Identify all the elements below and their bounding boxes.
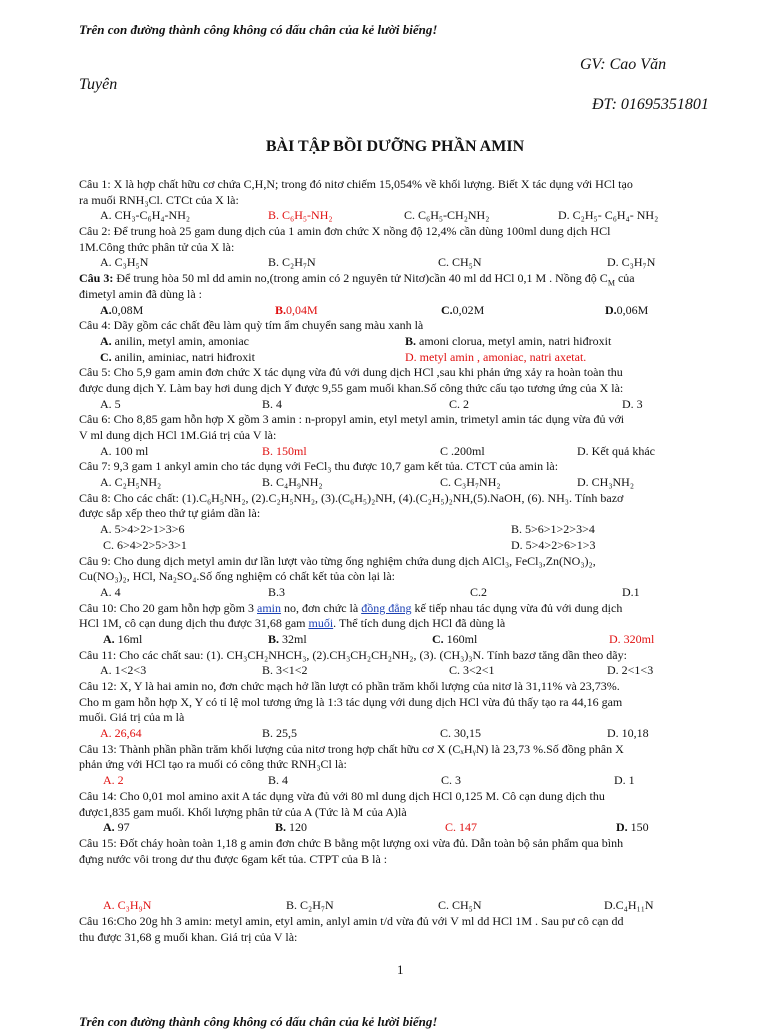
dong-dang-link[interactable]: đồng đẳng [361, 600, 412, 615]
q12-text-cont: Cho m gam hỗn hợp X, Y có tỉ lệ mol tương ứng là 1:3 tác dụng với dung dịch HCl vừa đủ thấy tạo ra 44,16 gam [79, 694, 623, 709]
q1-options [79, 208, 724, 224]
q5-option-b: B. 4 [262, 396, 283, 411]
q11-option-c: C. 3<2<1 [449, 663, 495, 678]
page-number: 1 [397, 962, 404, 977]
q4-option-d: D. metyl amin , amoniac, natri axetat. [405, 349, 587, 364]
q1-option-b: B. C₆H₅-NH₂ [268, 208, 333, 223]
q1-option-d: D. C₂H₅- C₆H₄- NH₂ [558, 208, 659, 223]
q12-options [79, 726, 724, 742]
next-page-motto: Trên con đường thành công không có dấu chân của kẻ lười biếng! [79, 1014, 438, 1029]
q6-option-d: D. Kết quả khác [577, 443, 655, 458]
teacher-phone: ĐT: 01695351801 [592, 96, 709, 113]
q1-option-c: C. C₆H₅-CH₂NH₂ [404, 208, 490, 223]
q10-options [79, 632, 724, 648]
q6-text: Câu 6: Cho 8,85 gam hỗn hợp X gồm 3 amin : n-propyl amin, etyl metyl amin, trimetyl amin tác dụng vừa đủ với [79, 412, 625, 427]
q5-option-c: C. 2 [449, 396, 470, 411]
q8-option-a: A. 5>4>2>1>3>6 [100, 522, 185, 537]
q3-option-a: A.0,08M [100, 302, 144, 317]
muoi-link[interactable]: muối [308, 616, 334, 631]
q14-option-d: D. 150 [616, 820, 649, 835]
q7-option-d: D. CH₃NH₂ [577, 475, 635, 490]
q13-option-c: C. 3 [441, 773, 462, 788]
page-title: BÀI TẬP BỒI DƯỠNG PHẦN AMIN [265, 138, 525, 155]
q9-option-d: D.1 [622, 584, 640, 599]
q12-option-c: C. 30,15 [440, 726, 482, 741]
q13-option-d: D. 1 [614, 773, 635, 788]
amin-link[interactable]: amin [257, 600, 282, 615]
q11-option-a: A. 1<2<3 [100, 663, 147, 678]
teacher-name: GV: Cao Văn [580, 56, 667, 73]
motto-header: Trên con đường thành công không có dấu chân của kẻ lười biếng! [79, 22, 438, 37]
q4-options-ab [79, 334, 724, 350]
q8-option-b: B. 5>6>1>2>3>4 [511, 522, 595, 537]
q5-options [79, 397, 724, 413]
q3-text: Câu 3: Để trung hòa 50 ml dd amin no,(trong amin có 2 nguyên tử Nitơ)cần 40 ml dd HCl 0,1 M . Nồng độ $C_M$ của [79, 271, 635, 288]
q16-text: Câu 16:Cho 20g hh 3 amin: metyl amin, etyl amin, anlyl amin t/d vừa đủ với V ml dd HCl 1M . Sau pư cô cạn dd [79, 913, 624, 928]
q9-option-c: C.2 [470, 584, 488, 599]
q15-text: Câu 15: Đốt cháy hoàn toàn 1,18 g amin đơn chức B bằng một lượng oxi vừa đủ. Dẫn toàn bộ sản phẩm qua bình [79, 835, 624, 850]
q4-text: Câu 4: Dãy gồm các chất đều làm quỳ tím ẩm chuyển sang màu xanh là [79, 318, 424, 333]
q4-option-b: B. amoni clorua, metyl amin, natri hiđroxit [405, 333, 612, 348]
blank-space [79, 867, 724, 898]
q2-text-cont: 1M.Công thức phân tử của X là: [79, 239, 235, 254]
q12-text: Câu 12: X, Y là hai amin no, đơn chức mạch hở lần lượt có phần trăm khối lượng của nitơ là 31,11% và 23,73%. [79, 679, 620, 693]
q13-text: Câu 13: Thành phần phần trăm khối lượng của nitơ trong hợp chất hữu cơ X (CₓHᵧN) là 23,73 %.Số đồng phân X [79, 741, 624, 756]
q1-text-cont: ra muối RNH₃Cl. CTCt của X là: [79, 192, 239, 207]
q4-options-cd [79, 350, 724, 366]
q2-option-a: A. C₃H₅N [100, 255, 149, 270]
q3-options [79, 303, 724, 319]
q14-option-c: C. 147 [445, 820, 478, 835]
q9-option-b: B.3 [268, 584, 286, 599]
q16-text-cont: thu được 31,68 g muối khan. Giá trị của V là: [79, 929, 298, 944]
q13-option-b: B. 4 [268, 773, 289, 788]
q13-options [79, 773, 724, 789]
q15-option-d: D.C₄H₁₁N [604, 898, 654, 913]
q15-text-cont: đựng nước vôi trong dư thu được 6gam kết tủa. CTPT của B là : [79, 851, 388, 866]
q9-options [79, 585, 724, 601]
q15-option-a: A. C₃H₉N [103, 898, 152, 913]
q15-options [79, 898, 724, 914]
question-list [79, 177, 724, 945]
q1-text: Câu 1: X là hợp chất hữu cơ chứa C,H,N; trong đó nitơ chiếm 15,054% về khối lượng. Biết X tác dụng với HCl tạo [79, 177, 633, 191]
q2-option-d: D. C₃H₇N [607, 255, 656, 270]
q2-text: Câu 2: Để trung hoà 25 gam dung dịch của 1 amin đơn chức X nồng độ 12,4% cần dùng 100ml dung dịch HCl [79, 224, 611, 239]
q7-text: Câu 7: 9,3 gam 1 ankyl amin cho tác dụng với FeCl₃ thu được 10,7 gam kết tủa. CTCT của amin là: [79, 459, 559, 474]
q10-text: Câu 10: Cho 20 gam hỗn hợp gồm 3 amin no, đơn chức là đồng đẳng kế tiếp nhau tác dụng vừa đủ với dung dịch [79, 600, 623, 615]
q13-text-cont: phản ứng với HCl tạo ra muối có công thức RNH₃Cl là: [79, 757, 347, 772]
q14-text-cont: được1,835 gam muối. Khối lượng phân tử của A (Tức là M của A)là [79, 804, 407, 819]
q5-option-d: D. 3 [622, 396, 643, 411]
q8-option-d: D. 5>4>2>6>1>3 [511, 537, 596, 552]
q6-option-b: B. 150ml [262, 443, 307, 458]
q2-option-c: C. CH₅N [438, 255, 482, 270]
q11-options [79, 663, 724, 679]
q2-option-b: B. C₂H₇N [268, 255, 316, 270]
q10-option-d: D. 320ml [609, 631, 655, 646]
q11-option-d: D. 2<1<3 [607, 663, 654, 678]
q10-option-a: A. 16ml [103, 631, 143, 646]
q15-option-c: C. CH₅N [438, 898, 482, 913]
q7-option-b: B. C₄H₉NH₂ [262, 475, 323, 490]
q8-text: Câu 8: Cho các chất: (1).C₆H₅NH₂, (2).C₂H₅NH₂, (3).(C₆H₅)₂NH, (4).(C₂H₅)₂NH,(5).NaOH, (6). NH₃. Tính bazơ [79, 490, 624, 505]
q2-options [79, 255, 724, 271]
q6-option-a: A. 100 ml [100, 443, 149, 458]
q14-text: Câu 14: Cho 0,01 mol amino axit A tác dụng vừa đủ với 80 ml dung dịch HCl 0,125 M. Cô cạn dung dịch thu [79, 788, 605, 803]
q9-text: Câu 9: Cho dung dịch metyl amin dư lần lượt vào từng ống nghiệm chứa dung dịch AlCl₃, FeCl₃,Zn(NO₃)₂, [79, 553, 596, 568]
q3-option-d: D.0,06M [605, 302, 649, 317]
q12-option-a: A. 26,64 [100, 726, 142, 741]
q14-options [79, 820, 724, 836]
q3-option-b: B.0,04M [275, 302, 318, 317]
q10-option-b: B. 32ml [268, 631, 307, 646]
q3-option-c: C.0,02M [441, 302, 485, 317]
q8-options-ab [79, 522, 724, 538]
q9-option-a: A. 4 [100, 584, 121, 599]
q6-option-c: C .200ml [440, 443, 485, 458]
q6-text-cont: V ml dung dịch HCl 1M.Giá trị của V là: [79, 428, 277, 442]
q12-option-d: D. 10,18 [607, 726, 649, 741]
q7-option-a: A. C₂H₅NH₂ [100, 475, 162, 490]
q5-option-a: A. 5 [100, 396, 121, 411]
q12-option-b: B. 25,5 [262, 726, 298, 741]
q15-option-b: B. C₂H₇N [286, 898, 334, 913]
q10-option-c: C. 160ml [432, 631, 478, 646]
q14-option-a: A. 97 [103, 820, 130, 835]
q8-option-c: C. 6>4>2>5>3>1 [103, 537, 187, 552]
teacher-name-cont: Tuyên [79, 76, 118, 93]
q4-option-a: A. anilin, metyl amin, amoniac [100, 333, 249, 348]
q8-options-cd [79, 538, 724, 554]
q11-text: Câu 11: Cho các chất sau: (1). CH₃CH₂NHCH₃, (2).CH₃CH₂CH₂NH₂, (3). (CH₃)₃N. Tính bazơ tăng dần theo dãy: [79, 647, 627, 662]
q9-text-cont: Cu(NO₃)₂, HCl, Na₂SO₄.Số ống nghiệm có chất kết tủa còn lại là: [79, 569, 396, 584]
q4-option-c: C. anilin, aminiac, natri hiđroxit [100, 349, 255, 364]
q11-option-b: B. 3<1<2 [262, 663, 308, 678]
q5-text: Câu 5: Cho 5,9 gam amin đơn chức X tác dụng vừa đủ với dung dịch HCl ,sau khi phản ứng xảy ra hoàn toàn thu [79, 365, 623, 380]
q12-text-cont2: muối. Giá trị của m là [79, 710, 185, 725]
q5-text-cont: được dung dịch Y. Làm bay hơi dung dịch Y được 9,55 gam muối khan.Số công thức cấu tạo tương ứng của X là: [79, 380, 624, 395]
q7-option-c: C. C₃H₇NH₂ [440, 475, 501, 490]
q1-option-a: A. CH₃-C₆H₄-NH₂ [100, 208, 191, 223]
q10-text-cont: HCl 1M, cô cạn dung dịch thu được 31,68 gam muối. Thể tích dung dịch HCl đã dùng là [79, 616, 506, 631]
q8-text-cont: được sắp xếp theo thứ tự giảm dần là: [79, 506, 261, 521]
q14-option-b: B. 120 [275, 820, 308, 835]
q3-text-cont: đimetyl amin đã dùng là : [79, 286, 202, 301]
q13-option-a: A. 2 [103, 773, 124, 788]
q7-options [79, 475, 724, 491]
q6-options [79, 444, 724, 460]
